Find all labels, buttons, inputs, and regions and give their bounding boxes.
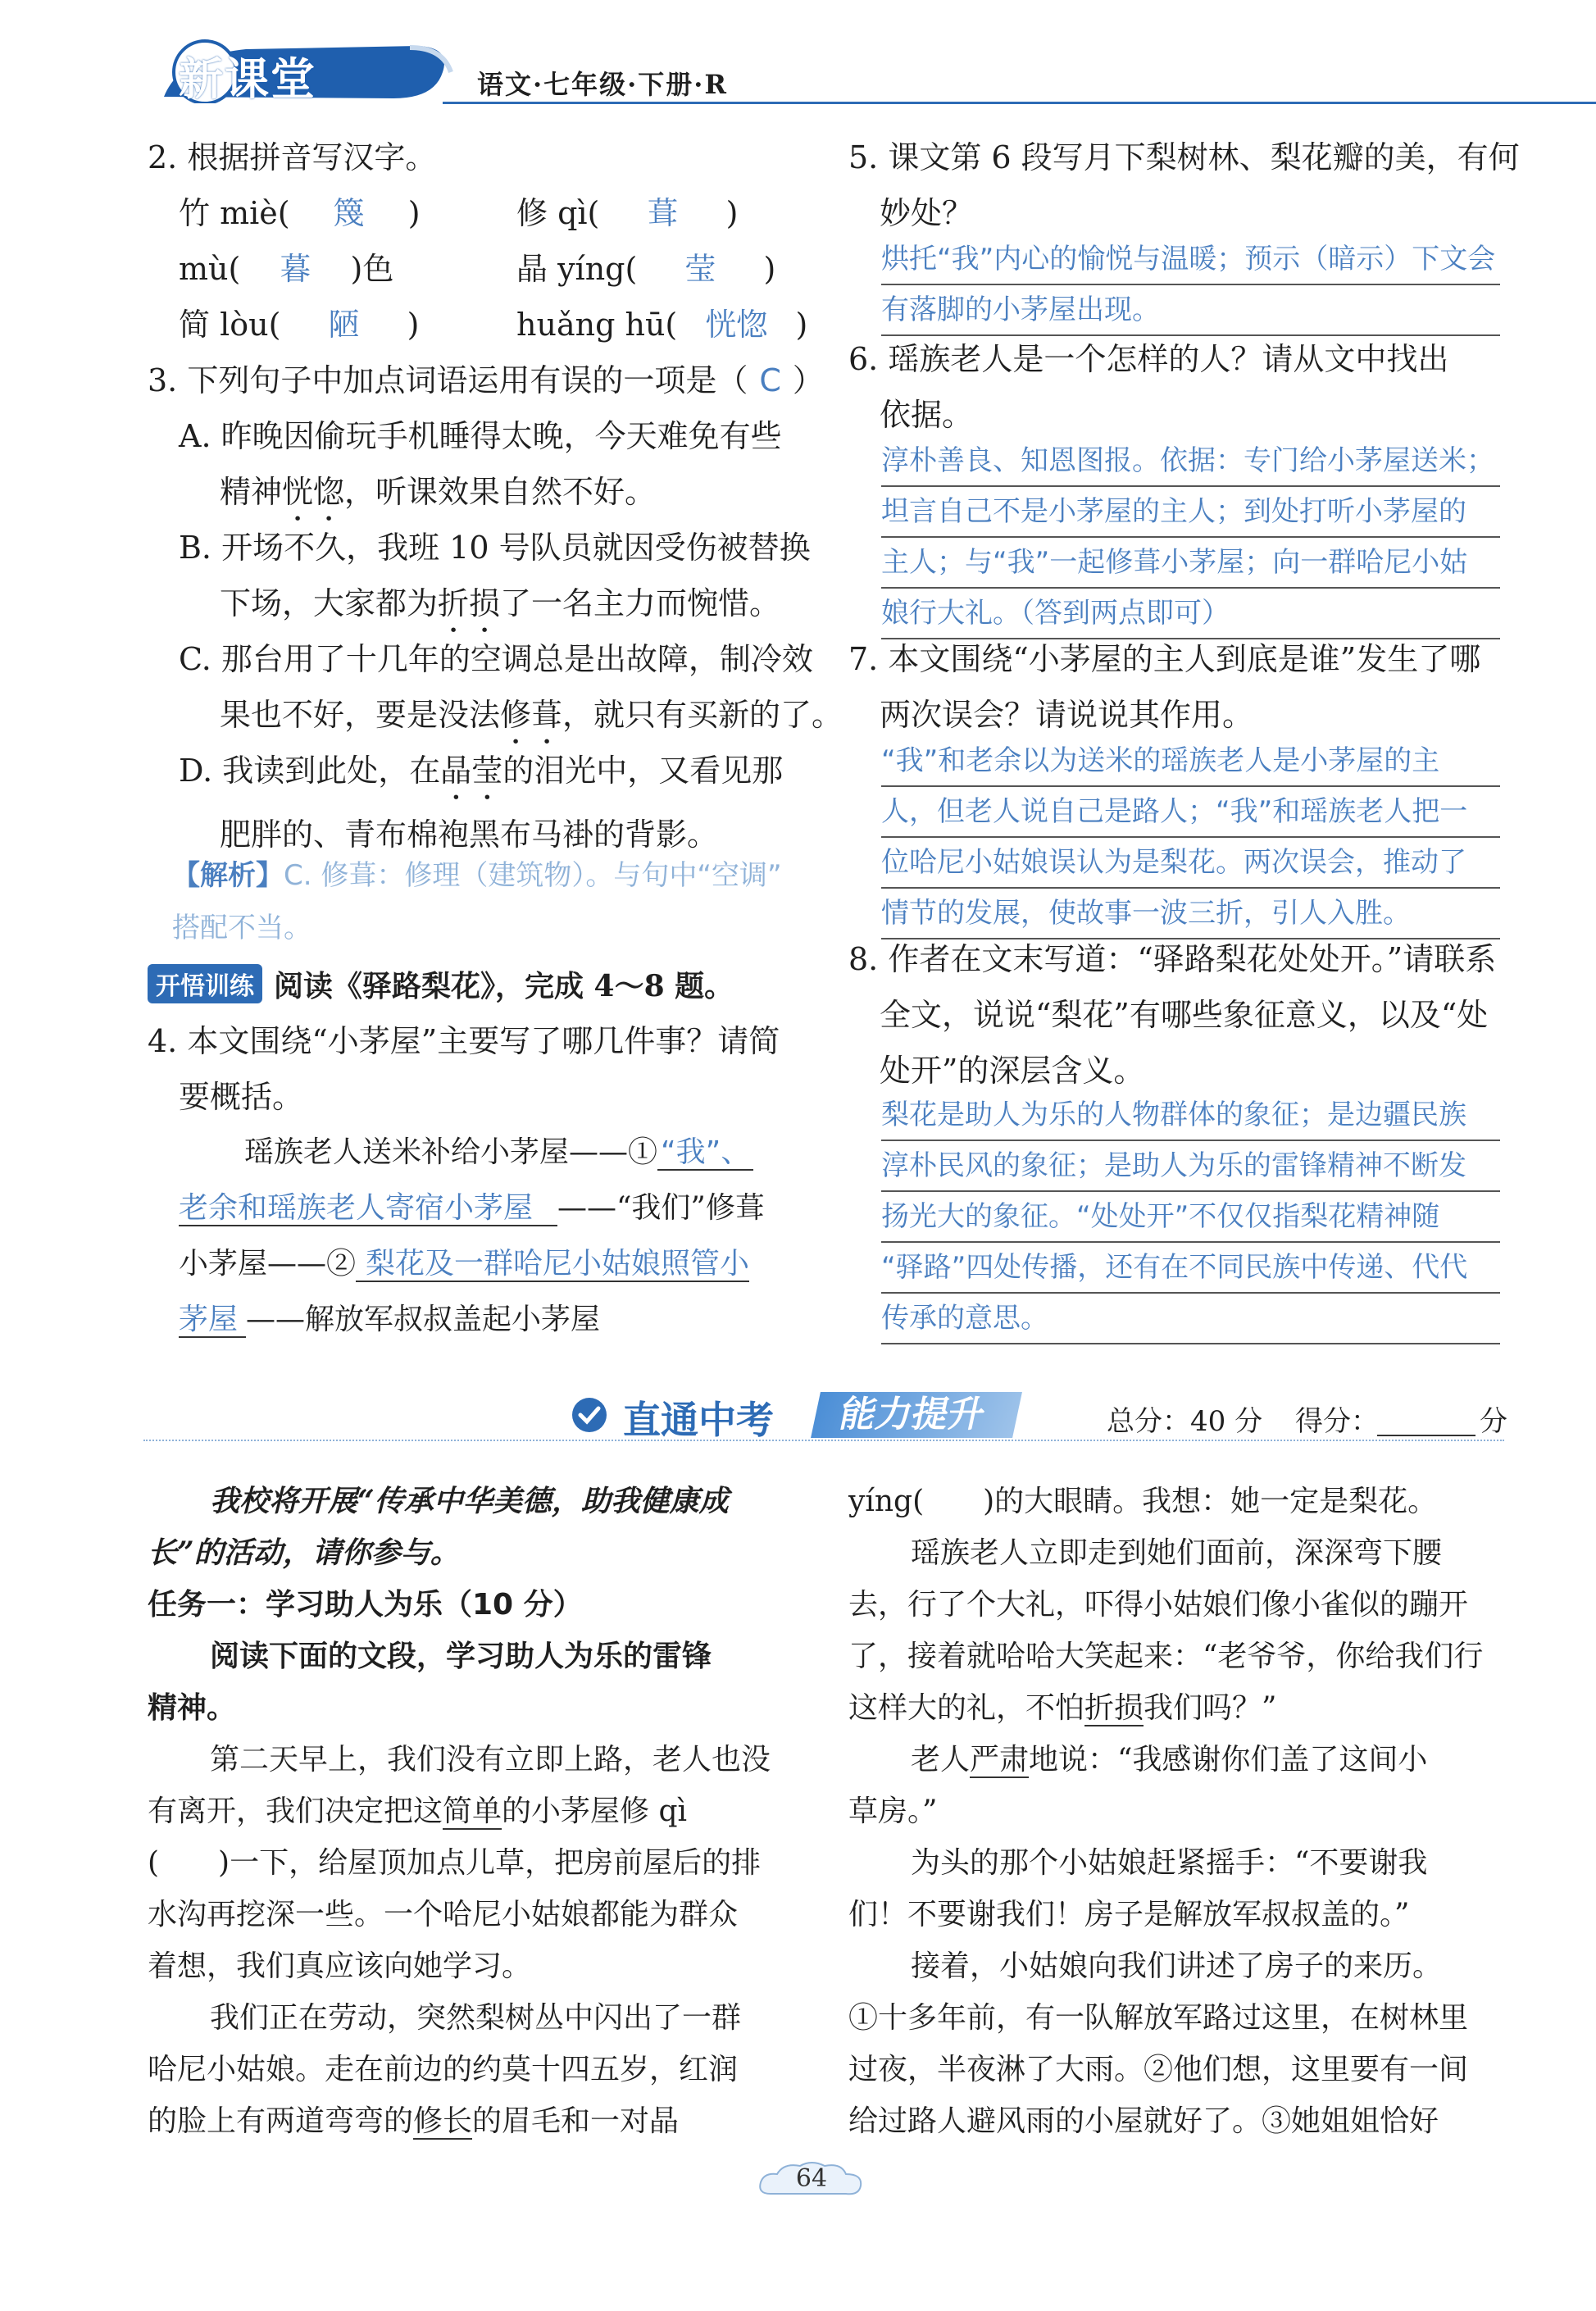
q6-answer-l4: 娘行大礼。（答到两点即可）	[881, 589, 1500, 639]
q6-title-l1: 6. 瑶族老人是一个怎样的人？请从文中找出	[848, 341, 1449, 377]
br-l5-pre: 这样大的礼，不怕	[848, 1691, 1085, 1725]
q3-option-a-post: ，听课效果自然不好。	[344, 474, 657, 510]
analysis-tag: 【解析】	[172, 859, 284, 892]
q4-line-2	[179, 1181, 802, 1236]
q7-answer-l1: “我”和老余以为送米的瑶族老人是小茅屋的主	[881, 736, 1500, 787]
br-l7: 草房。”	[848, 1795, 938, 1828]
q6-answer	[881, 436, 1500, 639]
q8-title-l1: 8. 作者在文末写道：“驿路梨花处处开。”请联系	[848, 941, 1497, 977]
q4-title	[148, 1013, 780, 1125]
p1-l2-pre: 有离开，我们决定把这	[148, 1795, 443, 1828]
p2-l3-underlined: 修长	[413, 2104, 473, 2138]
q6-answer-l3: 主人；与“我”一起修葺小茅屋；向一群哈尼小姑	[881, 538, 1500, 589]
q8-answer-l5: 传承的意思。	[881, 1294, 1500, 1344]
br-l1: yíng( )的大眼睛。我想：她一定是梨花。	[848, 1485, 1438, 1518]
q2-item-6	[516, 297, 807, 353]
br-l3: 去，行了个大礼，吓得小姑娘们像小雀似的蹦开	[848, 1588, 1469, 1622]
practice-badge: 开悟训练	[148, 964, 262, 1003]
br-l13: 给过路人避风雨的小屋就好了。③她姐姐恰好	[848, 2104, 1439, 2138]
br-l5-underlined: 折损	[1084, 1691, 1144, 1725]
q3-title-text: 3. 下列句子中加点词语运用有误的一项是（	[148, 362, 748, 398]
p2-l3	[148, 2095, 797, 2147]
q3-option-d-pre-a: D. 我读到此处，在	[179, 753, 441, 789]
q3-option-d-pre-b: 的泪光中，又看见那	[502, 753, 784, 789]
section-title: 直通中考	[623, 1398, 774, 1442]
q6-answer-l2: 坦言自己不是小茅屋的主人；到处打听小茅屋的	[881, 487, 1500, 538]
q3-option-c-post: ，就只有买新的了。	[562, 697, 843, 733]
br-l12: 过夜，半夜淋了大雨。②他们想，这里要有一间	[848, 2053, 1469, 2086]
score-unit: 分	[1480, 1405, 1507, 1438]
q2-item-6-close: )	[795, 307, 808, 343]
q2-item-2-close: )	[725, 195, 739, 231]
q3-option-c	[179, 631, 843, 751]
q3-title-close: ）	[792, 362, 824, 398]
q4-a2-l1: 梨花及一群哈尼小姑娘照管小	[356, 1247, 749, 1282]
q5-answer	[881, 234, 1500, 336]
q7-title-l1: 7. 本文围绕“小茅屋的主人到底是谁”发生了哪	[848, 641, 1481, 677]
q2-item-4	[516, 241, 775, 297]
br-l6	[848, 1734, 1500, 1786]
q8-answer-l4: “驿路”四处传播，还有在不同民族中传递、代代	[881, 1243, 1500, 1294]
q2-item-4-label: 晶 yíng(	[516, 251, 638, 287]
q2-item-1-close: )	[407, 195, 421, 231]
q2-item-1-label: 竹 miè(	[179, 195, 290, 231]
q6-title-l2: 依据。	[880, 397, 974, 433]
intro-l2: 长”的活动，请你参与。	[148, 1535, 460, 1570]
p1-l4: 水沟再挖深一些。一个哈尼小姑娘都能为群众	[148, 1898, 739, 1931]
intro-l1: 我校将开展“传承中华美德，助我健康成	[210, 1484, 729, 1518]
q2-item-3-close: )色	[350, 251, 394, 287]
p1-l5: 着想，我们真应该向她学习。	[148, 1949, 532, 1983]
logo-text: 新课堂	[179, 53, 316, 105]
score-total: 总分：40 分	[1107, 1405, 1263, 1438]
br-l10: 接着，小姑娘向我们讲述了房子的来历。	[911, 1949, 1443, 1983]
practice-text: 阅读《驿路梨花》，完成 4～8 题。	[274, 968, 734, 1003]
header	[123, 39, 1500, 105]
q5-title	[848, 130, 1520, 241]
q2-item-3-answer: 暮	[280, 251, 311, 287]
q3-option-b-post: 了一名主力而惋惜。	[500, 585, 781, 621]
q8-answer-l1: 梨花是助人为乐的人物群体的象征；是边疆民族	[881, 1090, 1500, 1141]
br-l6-underlined: 严肃	[970, 1743, 1030, 1776]
br-l6-post: 地说：“我感谢你们盖了这间小	[1029, 1743, 1428, 1776]
q4-a1-l2: 老余和瑶族老人寄宿小茅屋	[179, 1191, 557, 1226]
q7-title-l2: 两次误会？请说说其作用。	[880, 697, 1254, 733]
br-l2: 瑶族老人立即走到她们面前，深深弯下腰	[911, 1536, 1443, 1570]
p2-l1: 我们正在劳动，突然梨树丛中闪出了一群	[210, 2001, 742, 2035]
br-l11: ①十多年前，有一队解放军路过这里，在树林里	[848, 2001, 1469, 2035]
q4-s3: 小茅屋——②	[179, 1247, 357, 1281]
q3-option-b	[179, 520, 811, 639]
q2-item-2	[516, 185, 738, 241]
section-rule	[143, 1440, 1504, 1441]
q2-item-5-close: )	[407, 307, 420, 343]
q2-item-6-answer: 恍惚	[705, 307, 768, 343]
q2-item-6-label: huǎng hū(	[516, 307, 678, 343]
q4-a2-l2: 茅屋	[179, 1303, 246, 1338]
q3-analysis-l2: 搭配不当。	[172, 912, 311, 944]
q7-title	[848, 631, 1480, 743]
q2-item-5	[179, 297, 419, 353]
q5-title-l1: 5. 课文第 6 段写月下梨树林、梨花瓣的美，有何	[848, 139, 1520, 175]
q2-item-1	[179, 185, 421, 241]
q3-option-a-pre: 精神	[220, 474, 283, 510]
q3-option-a-l2	[179, 464, 782, 528]
q3-option-c-l1: C. 那台用了十几年的空调总是出故障，制冷效	[179, 641, 813, 677]
p2-l3-pre: 的脸上有两道弯弯的	[148, 2104, 414, 2138]
score-label: 得分：	[1295, 1405, 1379, 1438]
q6-answer-l1: 淳朴善良、知恩图报。依据：专门给小茅屋送米；	[881, 436, 1500, 487]
q4-line-4	[179, 1292, 802, 1348]
q3-answer: C	[759, 362, 781, 398]
q8-title-l2: 全文，说说“梨花”有哪些象征意义，以及“处	[880, 997, 1489, 1033]
q3-option-a-dotted: 恍惚	[282, 474, 345, 510]
q8-answer	[881, 1090, 1500, 1344]
q8-answer-l2: 淳朴民风的象征；是助人为乐的雷锋精神不断发	[881, 1141, 1500, 1192]
page-number-badge	[754, 2158, 869, 2204]
p2-l2: 哈尼小姑娘。走在前边的约莫十四五岁，红润	[148, 2053, 739, 2086]
q3-option-b-dotted: 折损	[438, 585, 501, 621]
q5-answer-l2: 有落脚的小茅屋出现。	[881, 285, 1500, 336]
q2-item-5-label: 简 lòu(	[179, 307, 281, 343]
br-l5	[848, 1682, 1500, 1734]
q3-analysis	[172, 849, 782, 954]
q4-line-1	[179, 1125, 802, 1181]
q8-answer-l3: 扬光大的象征。“处处开”不仅仅指梨花精神随	[881, 1192, 1500, 1243]
instr-l1: 阅读下面的文段，学习助人为乐的雷锋	[210, 1639, 712, 1673]
q4-title-l2: 要概括。	[179, 1079, 304, 1115]
q2-item-4-close: )	[763, 251, 776, 287]
q8-title	[848, 931, 1496, 1099]
page-number: 64	[795, 2164, 828, 2193]
q2-item-4-answer: 莹	[684, 251, 716, 287]
bottom-left-column	[148, 1476, 797, 2147]
q4-a1-l1: “我”、	[657, 1135, 753, 1171]
analysis-text-1: C. 修葺：修理（建筑物）。与句中“空调”	[284, 859, 782, 892]
header-rule	[443, 102, 1596, 104]
q4-answer-block	[179, 1125, 802, 1348]
p1-l2	[148, 1786, 797, 1837]
check-circle-icon	[570, 1395, 609, 1435]
instr-l2: 精神。	[148, 1690, 237, 1725]
q3-option-d	[179, 743, 783, 862]
q2-item-5-answer: 陋	[328, 307, 360, 343]
section-tag: 能力提升	[811, 1392, 1022, 1438]
q3-option-d-l1	[179, 743, 783, 807]
q5-answer-l1: 烘托“我”内心的愉悦与温暖；预示（暗示）下文会	[881, 234, 1500, 285]
q3-analysis-l1	[172, 849, 782, 902]
q4-s1: 瑶族老人送米补给小茅屋——①	[244, 1135, 658, 1169]
q3-option-b-l1: B. 开场不久，我班 10 号队员就因受伤被替换	[179, 530, 811, 566]
bottom-right-column	[848, 1476, 1500, 2147]
section-header	[143, 1385, 1507, 1443]
q3-option-b-l2	[179, 575, 811, 639]
p2-l3-post: 的眉毛和一对晶	[472, 2104, 680, 2138]
br-l4: 了，接着就哈哈大笑起来：“老爷爷，你给我们行	[848, 1640, 1484, 1673]
q7-answer	[881, 736, 1500, 939]
q3-option-a-l1: A. 昨晚因偷玩手机睡得太晚，今天难免有些	[179, 418, 782, 454]
q6-title	[848, 331, 1448, 443]
q2-item-1-answer: 篾	[333, 195, 365, 231]
br-l8: 为头的那个小姑娘赶紧摇手：“不要谢我	[911, 1846, 1428, 1880]
br-l5-post: 我们吗？”	[1144, 1691, 1277, 1725]
q3-option-d-l2: 肥胖的、青布棉袍黑布马褂的背影。	[220, 817, 719, 853]
p1-l2-post: 的小茅屋修 qì	[502, 1795, 688, 1828]
practice-heading	[148, 961, 734, 1007]
q5-title-l2: 妙处？	[880, 195, 974, 231]
task-title: 任务一：学习助人为乐（10 分）	[148, 1588, 583, 1622]
q3-option-a	[179, 408, 782, 528]
p1-l2-underlined: 简单	[443, 1795, 502, 1828]
q3-option-b-pre: 下场，大家都为	[220, 585, 439, 621]
q4-s2: ——“我们”修葺	[557, 1191, 765, 1225]
q4-title-l1: 4. 本文围绕“小茅屋”主要写了哪几件事？请简	[148, 1023, 780, 1059]
q2-title: 2. 根据拼音写汉字。	[148, 139, 437, 175]
q3-option-c-dotted: 修葺	[500, 697, 563, 733]
q4-s4: ——解放军叔叔盖起小茅屋	[246, 1303, 601, 1336]
q3-option-c-pre: 果也不好，要是没法	[220, 697, 501, 733]
p1-l3: ( )一下，给屋顶加点儿草，把房前屋后的排	[148, 1846, 762, 1880]
q7-answer-l4: 情节的发展，使故事一波三折，引人入胜。	[881, 889, 1500, 939]
p1-l1: 第二天早上，我们没有立即上路，老人也没	[210, 1743, 771, 1776]
score-input[interactable]	[1377, 1402, 1476, 1436]
q7-answer-l2: 人，但老人说自己是路人；“我”和瑶族老人把一	[881, 787, 1500, 838]
q7-answer-l3: 位哈尼小姑娘误认为是梨花。两次误会，推动了	[881, 838, 1500, 889]
q3-option-d-dotted: 晶莹	[440, 753, 503, 789]
q3-title	[148, 353, 824, 408]
q4-line-3	[179, 1236, 802, 1292]
q2-item-3	[179, 241, 393, 297]
q2-item-2-answer: 葺	[647, 195, 679, 231]
q2-item-3-label: mù(	[179, 251, 241, 287]
br-l6-pre: 老人	[911, 1743, 971, 1776]
header-subtitle: 语文·七年级·下册·R	[477, 69, 729, 100]
q2-item-2-label: 修 qì(	[516, 195, 600, 231]
br-l9: 们！不要谢我们！房子是解放军叔叔盖的。”	[848, 1898, 1410, 1931]
q3-option-c-l2	[179, 687, 843, 751]
q8-title-l3: 处开”的深层含义。	[880, 1053, 1145, 1089]
